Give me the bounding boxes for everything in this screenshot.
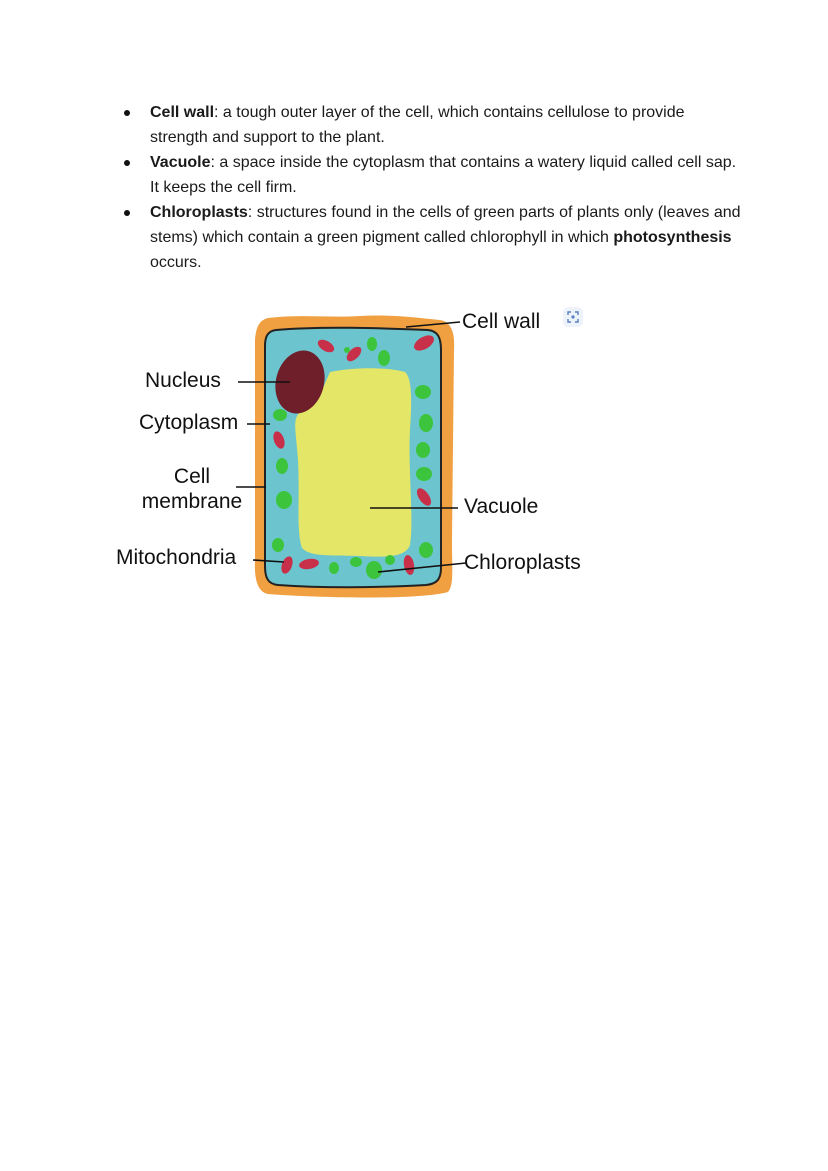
- desc-chloroplasts-before: : structures found in the cells of green parts of plants only (leaves and stems) which contain a green pigment called chlorophyll in which: [150, 204, 741, 246]
- term-chloroplasts: Chloroplasts: [150, 204, 248, 221]
- label-nucleus: Nucleus: [145, 369, 221, 392]
- term-vacuole: Vacuole: [150, 154, 211, 171]
- expand-icon[interactable]: [563, 307, 583, 327]
- label-cell-membrane-line2: membrane: [141, 490, 243, 513]
- term-photosynthesis: photosynthesis: [613, 229, 732, 246]
- label-cell-membrane: [136, 464, 248, 514]
- label-mitochondria: Mitochondria: [116, 546, 237, 569]
- desc-vacuole: : a space inside the cytoplasm that contains a watery liquid called cell sap. It keeps the cell firm.: [150, 154, 737, 196]
- label-cell-membrane-line1: Cell: [173, 465, 211, 488]
- desc-cell-wall: : a tough outer layer of the cell, which contains cellulose to provide strength and support to the plant.: [150, 104, 685, 146]
- expand-icon-glyph: [563, 307, 583, 327]
- desc-chloroplasts-after: occurs.: [150, 254, 202, 271]
- label-vacuole: Vacuole: [464, 495, 539, 518]
- label-chloroplasts: Chloroplasts: [464, 551, 581, 574]
- term-cell-wall: Cell wall: [150, 104, 215, 121]
- label-cell-wall: Cell wall: [462, 310, 541, 333]
- label-cytoplasm: Cytoplasm: [139, 411, 239, 434]
